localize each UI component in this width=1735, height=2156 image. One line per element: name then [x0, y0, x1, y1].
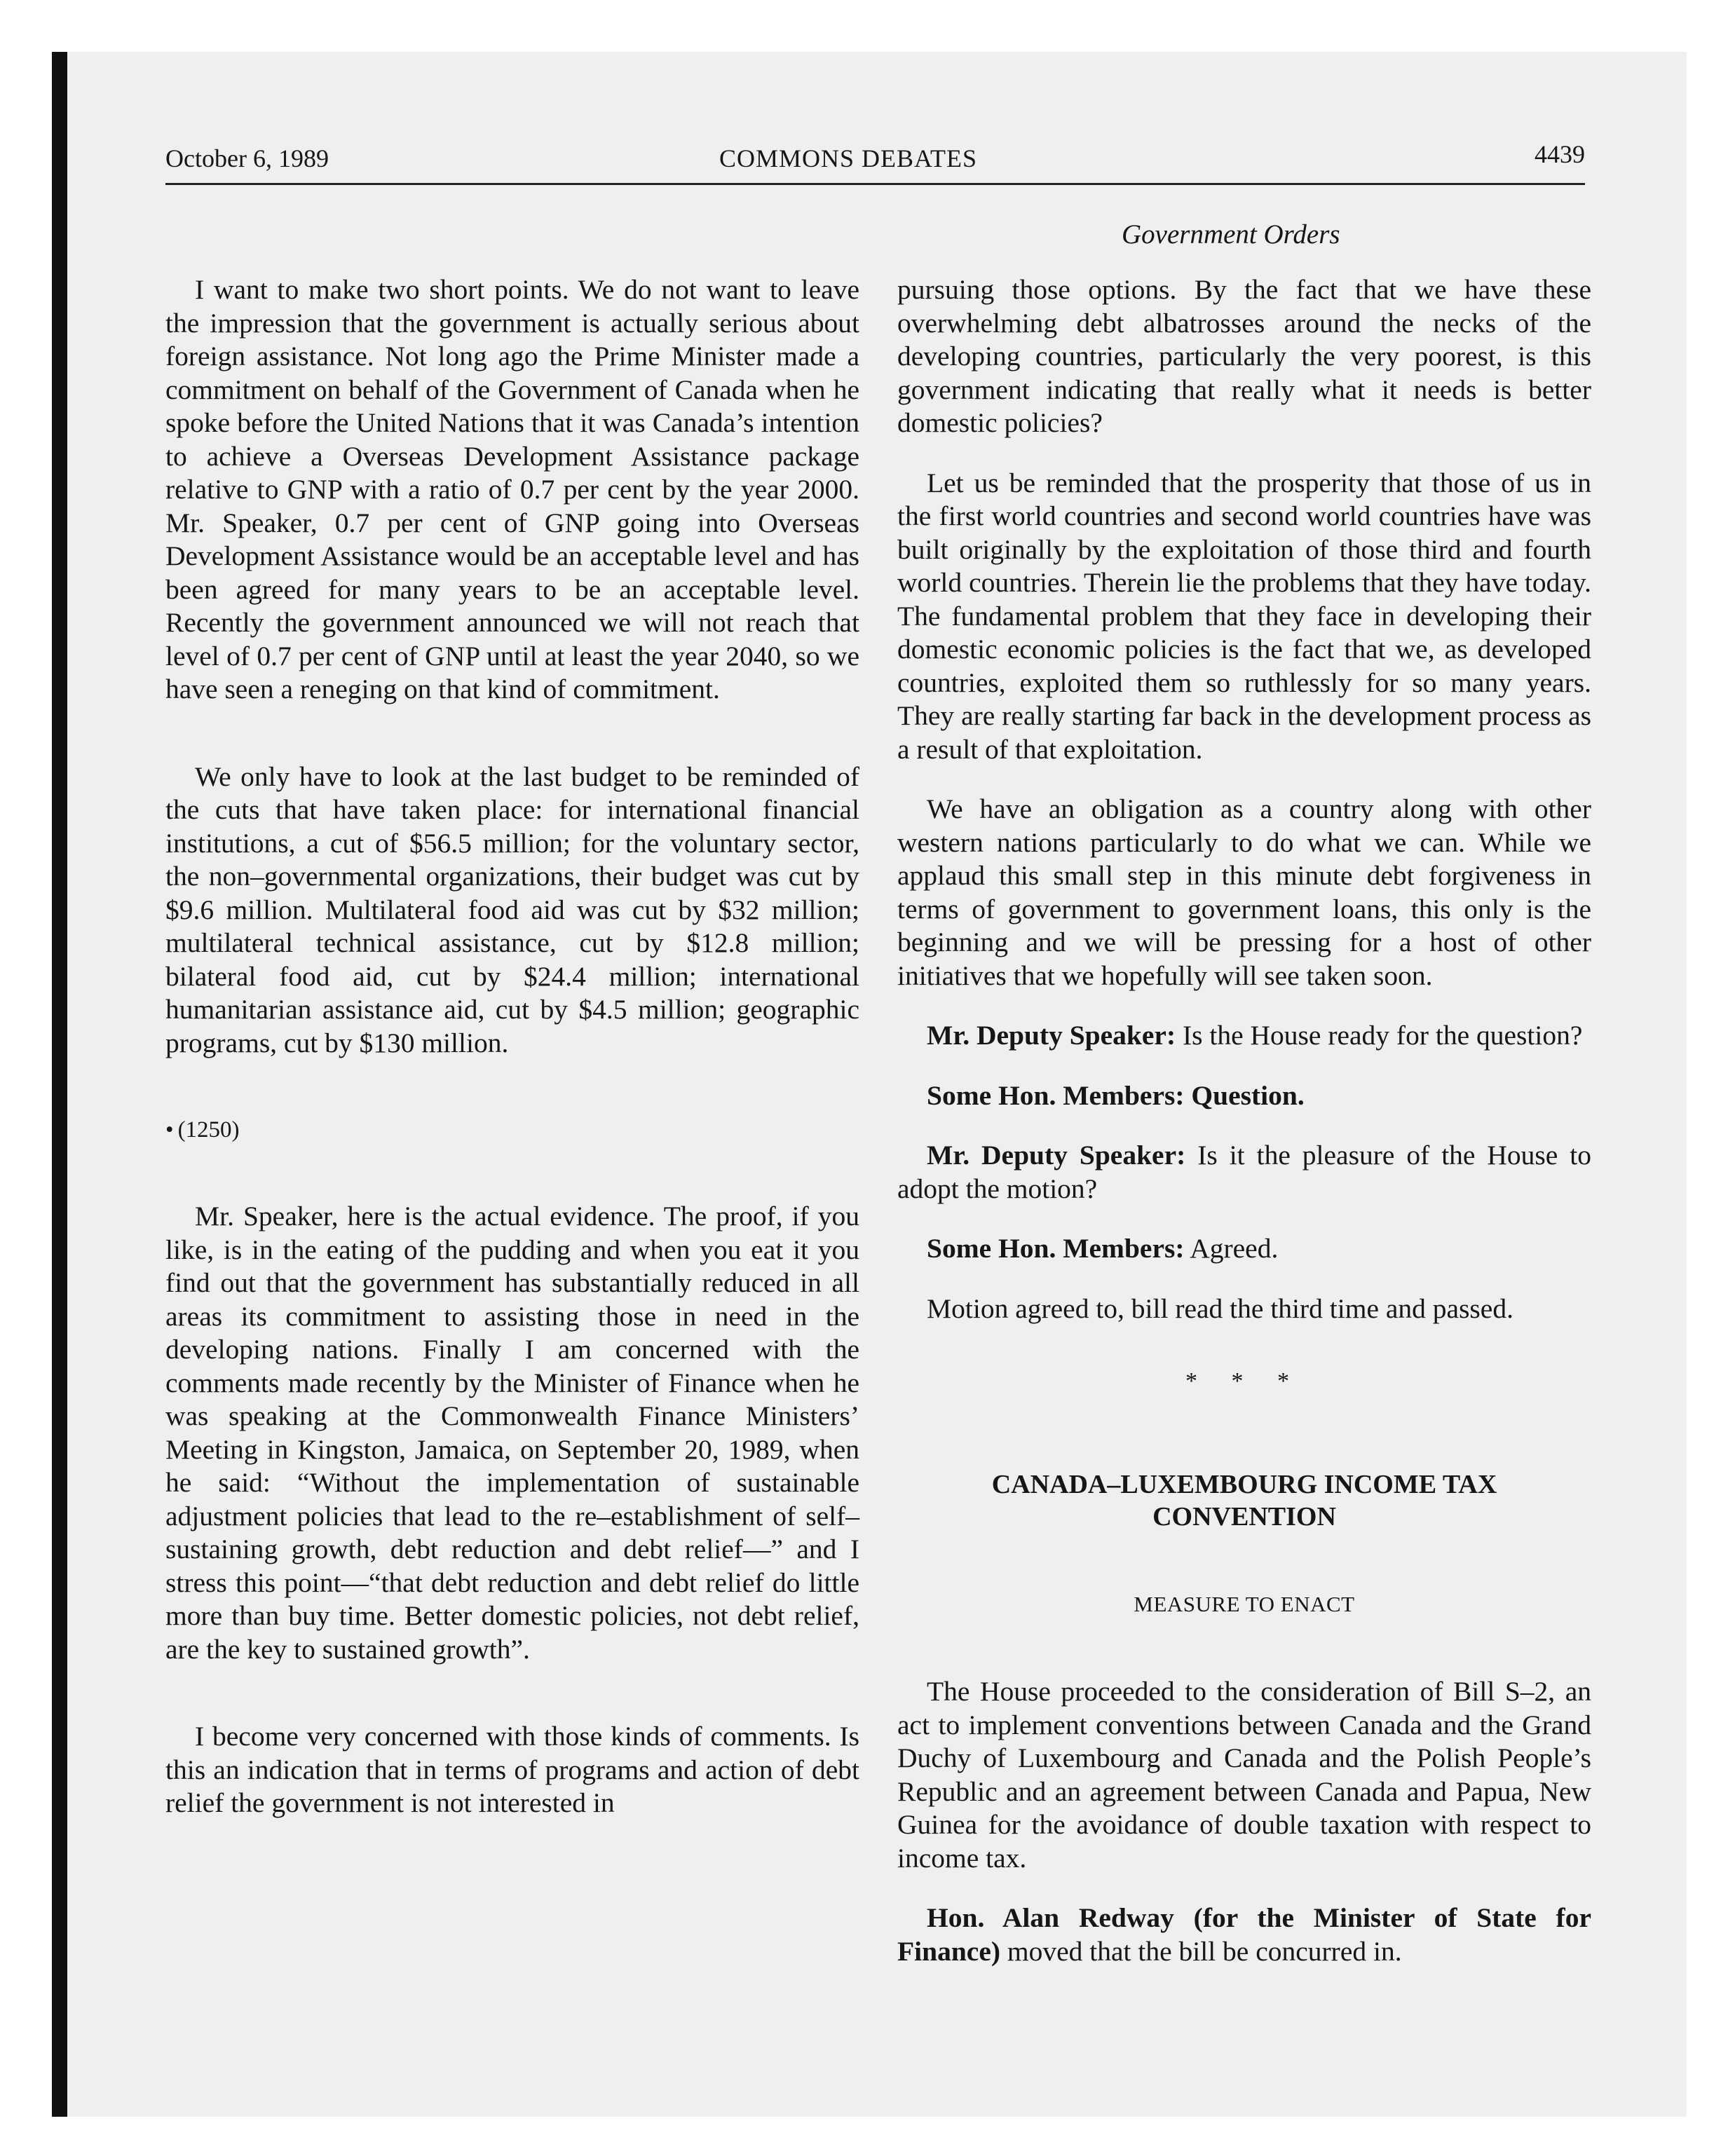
speaker-name: Some Hon. Members: Question. [927, 1079, 1305, 1111]
speaker-name: Some Hon. Members: [927, 1233, 1185, 1264]
paragraph: pursuing those options. By the fact that we have these overwhelming debt albatrosses around the necks of the developing countries, particularly the very poorest, is this government indicating that really what it needs is better domestic policies? [897, 274, 1591, 438]
speech [897, 1902, 1591, 1968]
speech [897, 1139, 1591, 1206]
speaker-name: Mr. Deputy Speaker: [927, 1140, 1186, 1171]
header-page-number: 4439 [1535, 140, 1585, 168]
speech-text: Agreed. [1190, 1233, 1279, 1264]
section-heading: CANADA–LUXEMBOURG INCOME TAX CONVENTION [991, 1469, 1497, 1531]
speech [897, 1079, 1591, 1113]
section-separator: * * * [1185, 1368, 1303, 1394]
speech [897, 1019, 1591, 1053]
motion-result: Motion agreed to, bill read the third time and passed. [927, 1292, 1513, 1324]
left-column [165, 273, 859, 1874]
header-date: October 6, 1989 [165, 144, 329, 172]
paragraph: I become very concerned with those kinds of comments. Is this an indication that in terms of programs and action of debt relief the government is not interested in [165, 1721, 859, 1818]
paragraph: Mr. Speaker, here is the actual evidence. The proof, if you like, is in the eating of the pudding and when you eat it you find out that the government has substantially reduced in all areas its commitment to assisting those in need in the developing nations. Finally I am concerned with the comments made recently by the Minister of Finance when he was speaking at the Commonwealth Finance Ministers’ Meeting in Kingston, Jamaica, on September 20, 1989, when he said: “Without the implementation of sustainable adjustment policies that lead to the re–establishment of self–sustaining growth, debt reduction and debt relief—” and I stress this point—“that debt reduction and debt relief do little more than buy time. Better domestic policies, not debt relief, are the key to sustained growth”. [165, 1201, 859, 1665]
header-publication: COMMONS DEBATES [719, 144, 978, 172]
paragraph: The House proceeded to the consideration of Bill S–2, an act to implement conventions between Canada and the Grand Duchy of Luxembourg and Canada and the Polish People’s Republic and an agreement between Canada and Papua, New Guinea for the avoidance of double taxation with respect to income tax. [897, 1676, 1591, 1874]
paragraph: I want to make two short points. We do not want to leave the impression that the government is actually serious about foreign assistance. Not long ago the Prime Minister made a commitment on behalf of the Government of Canada when he spoke before the United Nations that it was Canada’s intention to achieve a Overseas Development Assistance package relative to GNP with a ratio of 0.7 per cent by the year 2000. Mr. Speaker, 0.7 per cent of GNP going into Overseas Development Assistance would be an acceptable level and has been agreed for many years to be an acceptable level. Recently the government announced we will not reach that level of 0.7 per cent of GNP until at least the year 2040, so we have seen a reneging on that kind of commitment. [165, 274, 859, 704]
speech-text: Is it the pleasure of the House to adopt the motion? [897, 1140, 1591, 1204]
bullet-icon: • [165, 1117, 174, 1142]
timestamp-text: (1250) [177, 1117, 240, 1142]
section-subheading: MEASURE TO ENACT [1134, 1591, 1355, 1616]
section-label: Government Orders [1122, 219, 1340, 250]
speaker-name: Mr. Deputy Speaker: [927, 1020, 1176, 1051]
speech-text: Is the House ready for the question? [1183, 1020, 1583, 1051]
right-column [897, 273, 1591, 1995]
paragraph: Let us be reminded that the prosperity that those of us in the first world countries and second world countries have was built originally by the exploitation of those third and fourth world countries. Therein lie the problems that they have today. The fundamental problem that they face in developing their domestic economic policies is the fact that we, as developed countries, exploited them so ruthlessly for so many years. They are really starting far back in the development process as a result of that exploitation. [897, 467, 1591, 765]
page-header [165, 140, 1585, 185]
speaker-name: Hon. Alan Redway (for the Minister of State for Finance) [897, 1902, 1591, 1967]
speech-text: moved that the bill be concurred in. [1007, 1935, 1402, 1967]
speech [897, 1232, 1591, 1266]
paragraph: We have an obligation as a country along with other western nations particularly to do what we can. While we applaud this small step in this minute debt forgiveness in terms of government to government loans, this only is the beginning and we will be pressing for a host of other initiatives that we hopefully will see taken soon. [897, 793, 1591, 991]
paragraph: We only have to look at the last budget to be reminded of the cuts that have taken place: for international financial institutions, a cut of $56.5 million; for the voluntary sector, the non–governmental organizations, their budget was cut by $9.6 million. Multilateral food aid was cut by $32 million; multilateral technical assistance, cut by $12.8 million; bilateral food aid, cut by $24.4 million; international humanitarian assistance aid, cut by $4.5 million; geographic programs, cut by $130 million. [165, 760, 859, 1058]
timestamp [165, 1114, 859, 1146]
